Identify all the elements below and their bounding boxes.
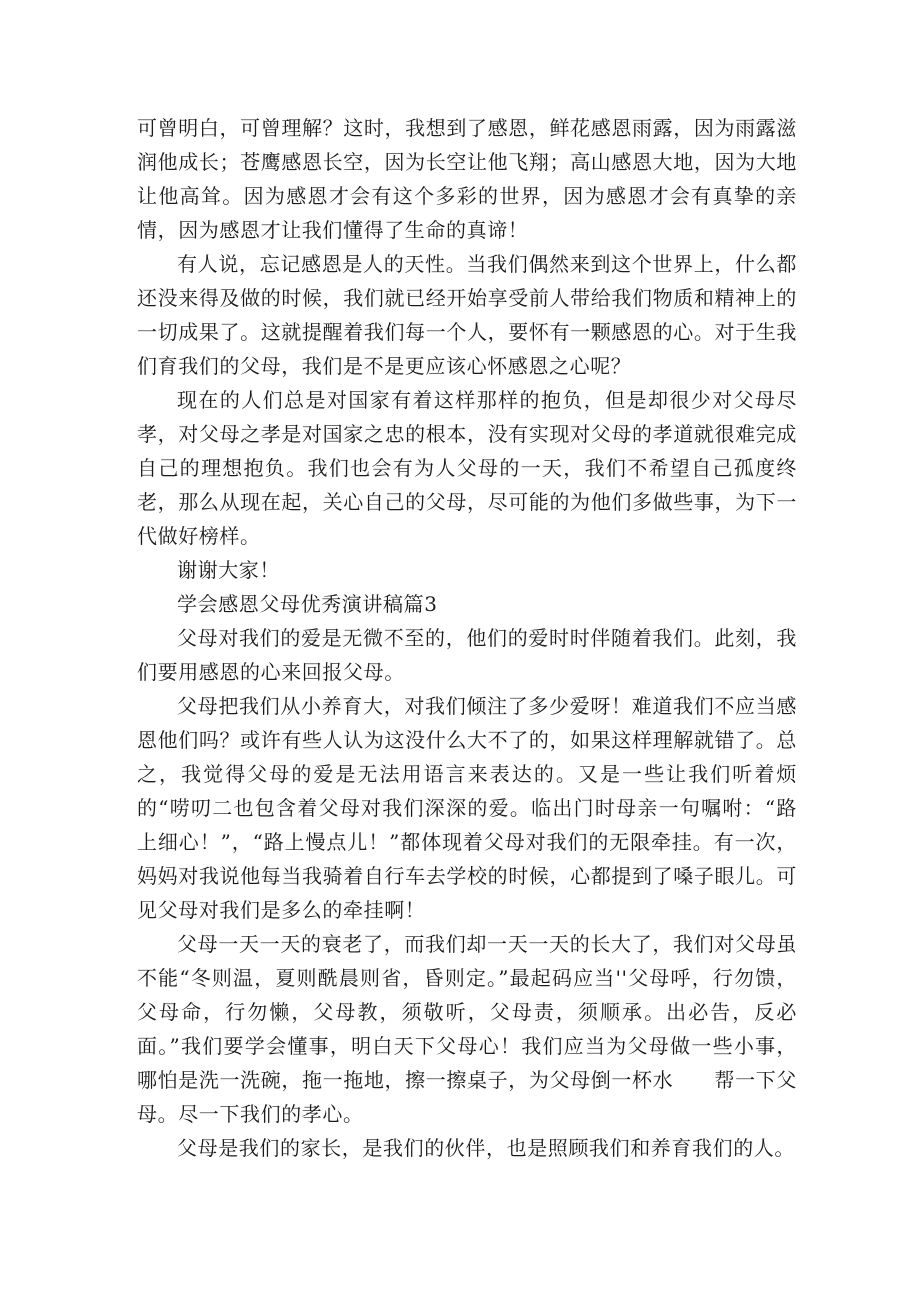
paragraph: 父母把我们从小养育大，对我们倾注了多少爱呀！难道我们不应当感恩他们吗？或许有些人认为这没什么大不了的，如果这样理解就错了。总之，我觉得父母的爱是无法用语言来表达的。又是一些让我们听着烦的“唠叨二也包含着父母对我们深深的爱。临出门时母亲一句嘱咐：“路上细心！”，“路上慢点儿！”都体现着父母对我们的无限牵挂。有一次，妈妈对我说他每当我骑着自行车去学校的时候，心都提到了嗓子眼儿。可见父母对我们是多么的牵挂啊！ xyxy=(137,694,797,922)
section-heading: 学会感恩父母优秀演讲稿篇3 xyxy=(177,592,438,616)
paragraph: 有人说，忘记感恩是人的天性。当我们偶然来到这个世界上，什么都还没来得及做的时候，我们就已经开始享受前人带给我们物质和精神上的一切成果了。这就提醒着我们每一个人，要怀有一颗感恩的心。对于生我们育我们的父母，我们是不是更应该心怀感恩之心呢？ xyxy=(137,252,797,378)
paragraph: 父母对我们的爱是无微不至的，他们的爱时时伴随着我们。此刻，我们要用感恩的心来回报父母。 xyxy=(137,626,797,684)
document-body xyxy=(137,111,797,1165)
closing-thanks: 谢谢大家！ xyxy=(177,558,280,582)
paragraph: 父母一天一天的衰老了，而我们却一天一天的长大了，我们对父母虽不能“冬则温，夏则酰晨则省，昏则定。”最起码应当''父母呼，行勿馈，父母命，行勿懒，父母教，须敬听，父母责，须顺承。出必告，反必面。”我们要学会懂事，明白天下父母心！我们应当为父母做一些小事，哪怕是洗一洗碗，拖一拖地，擦一擦桌子，为父母倒一杯水 帮一下父母。尽一下我们的孝心。 xyxy=(137,932,797,1126)
paragraph-continuation: 可曾明白，可曾理解？这时，我想到了感恩，鲜花感恩雨露，因为雨露滋润他成长；苍鹰感恩长空，因为长空让他飞翔；高山感恩大地，因为大地让他高耸。因为感恩才会有这个多彩的世界，因为感恩才会有真挚的亲情，因为感恩才让我们懂得了生命的真谛！ xyxy=(137,116,797,242)
paragraph: 现在的人们总是对国家有着这样那样的抱负，但是却很少对父母尽孝，对父母之孝是对国家之忠的根本，没有实现对父母的孝道就很难完成自己的理想抱负。我们也会有为人父母的一天，我们不希望自己孤度终老，那么从现在起，关心自己的父母，尽可能的为他们多做些事，为下一代做好榜样。 xyxy=(137,388,797,548)
paragraph: 父母是我们的家长，是我们的伙伴，也是照顾我们和养育我们的人。 xyxy=(177,1136,795,1160)
